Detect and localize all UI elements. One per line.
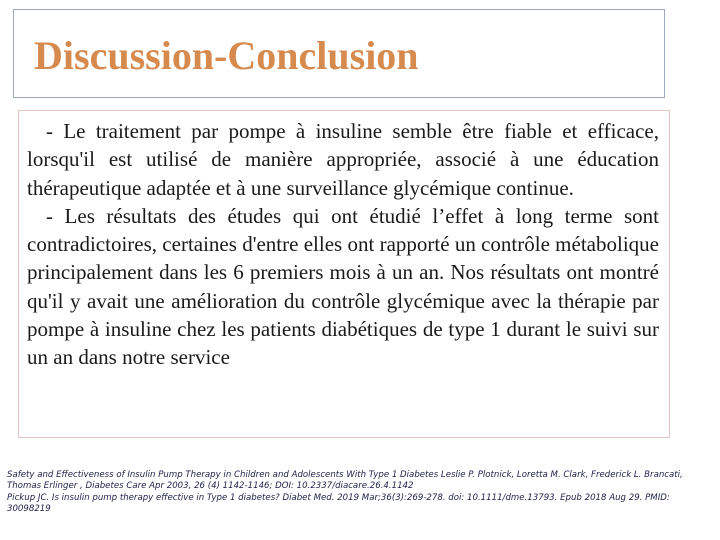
title-box — [13, 9, 665, 98]
reference-2: Pickup JC. Is insulin pump therapy effective in Type 1 diabetes? Diabet Med. 2019 Mar;36(3):269-278. doi: 10.1111/dme.13793. Epub 2018 Aug 29. PMID: 30098219 — [7, 492, 670, 515]
slide-title: Discussion-Conclusion — [34, 33, 419, 78]
body-text — [27, 117, 659, 372]
content-box — [18, 110, 670, 438]
references — [7, 470, 713, 516]
paragraph-1: - Le traitement par pompe à insuline semble être fiable et efficace, lorsqu'il est utilisé de manière appropriée, associé à une éducation thérapeutique adaptée et à une surveillance glycémique continue. — [27, 119, 659, 200]
paragraph-2: - Les résultats des études qui ont étudié l’effet à long terme sont contradictoires, certaines d'entre elles ont rapporté un contrôle métabolique principalement dans les 6 premiers mois à un an. Nos résultats ont montré qu'il y avait une amélioration du contrôle glycémique avec la thérapie par pompe à insuline chez les patients diabétiques de type 1 durant le suivi sur un an dans notre service — [27, 203, 659, 370]
reference-1: Safety and Effectiveness of Insulin Pump Therapy in Children and Adolescents With Type 1 Diabetes Leslie P. Plotnick, Loretta M. Clark, Frederick L. Brancati, Thomas Erlinger , Diabetes Care Apr 2003, 26 (4) 1142-1146; DOI: 10.2337/diacare.26.4.1142 — [7, 470, 683, 492]
